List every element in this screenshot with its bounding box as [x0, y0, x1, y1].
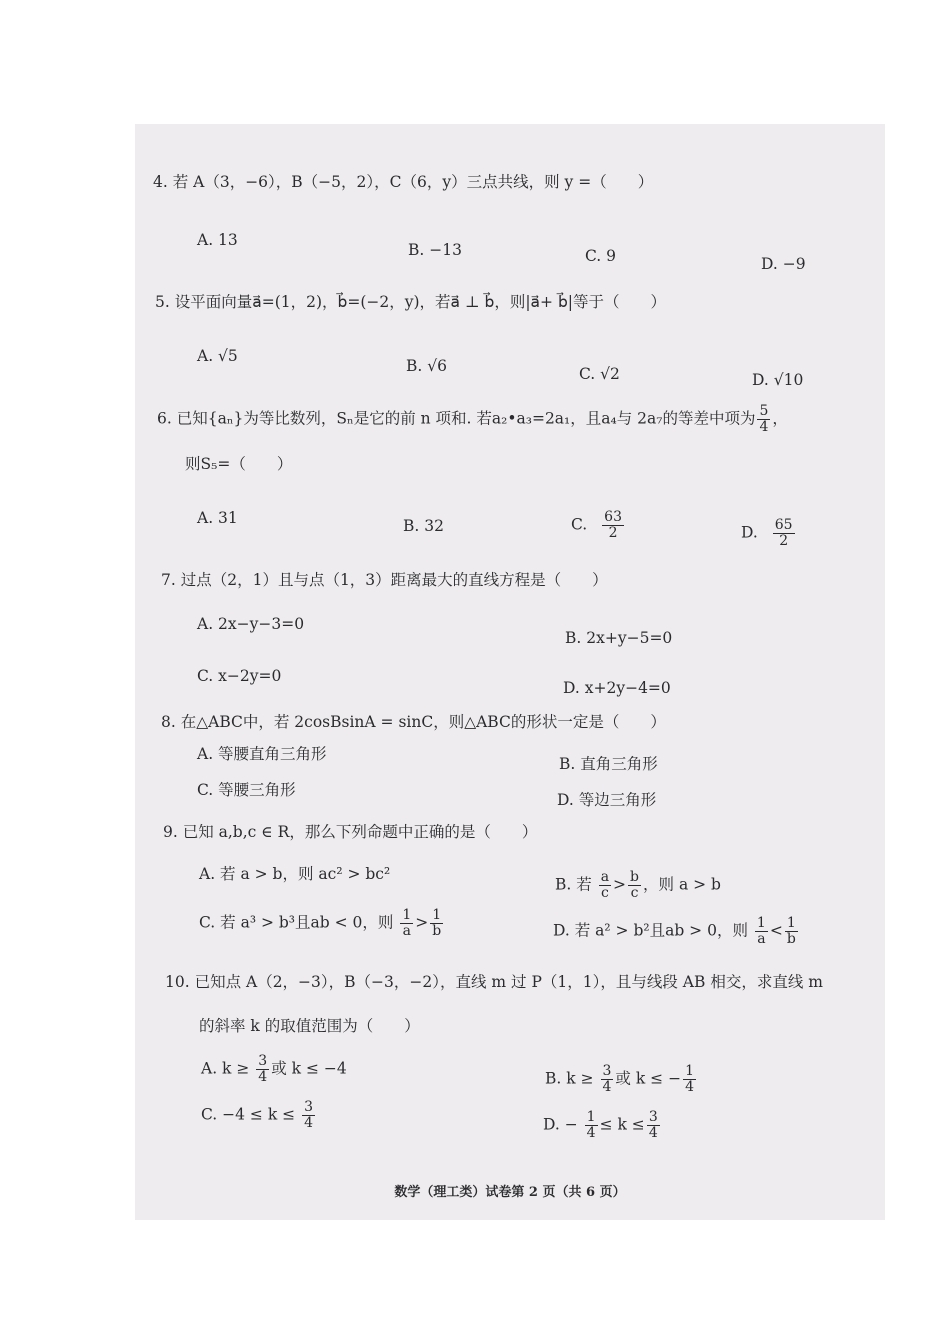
option-label: C. −4 ≤ k ≤ [201, 1105, 296, 1124]
question-6-stem-text: 6. 已知{aₙ}为等比数列，Sₙ是它的前 n 项和. 若a₂•a₃=2a₁，且a₄与 2a₇的等差中项为 [157, 409, 756, 428]
denominator: c [630, 885, 639, 901]
question-7-option-b: B. 2x+y−5=0 [565, 629, 673, 647]
fraction [757, 404, 770, 435]
option-label: D. − [543, 1115, 578, 1134]
option-tail: 或 k ≤ −4 [271, 1059, 347, 1078]
numerator: 1 [402, 907, 412, 923]
question-5-option-b: B. √6 [406, 357, 447, 375]
denominator: 4 [258, 1069, 268, 1085]
question-6-option-b: B. 32 [403, 517, 444, 535]
option-label: A. k ≥ [201, 1059, 250, 1078]
option-label: D. [741, 523, 758, 542]
denominator: 4 [602, 1079, 612, 1095]
question-7-option-c: C. x−2y=0 [197, 667, 282, 685]
question-6-option-d [741, 518, 797, 549]
question-5-option-a: A. √5 [197, 347, 238, 365]
fraction [400, 908, 413, 939]
numerator: 1 [432, 907, 442, 923]
fraction [585, 1110, 598, 1141]
fraction [430, 908, 443, 939]
question-8-option-d: D. 等边三角形 [557, 791, 657, 809]
relation: > [415, 913, 429, 932]
fraction [683, 1064, 696, 1095]
question-10-option-d [543, 1110, 662, 1141]
numerator: 1 [786, 915, 796, 931]
question-4-option-c: C. 9 [585, 247, 617, 265]
numerator: 63 [604, 509, 622, 525]
question-10-option-c [201, 1100, 317, 1131]
option-label: C. [571, 515, 588, 534]
question-6-stem-line2: 则S₅=（ ） [185, 455, 293, 473]
question-10-option-a [201, 1054, 347, 1085]
question-8-option-c: C. 等腰三角形 [197, 781, 296, 799]
numerator: 5 [759, 403, 769, 419]
fraction [602, 510, 624, 541]
denominator: 4 [648, 1125, 658, 1141]
denominator: 4 [586, 1125, 596, 1141]
question-5-stem: 5. 设平面向量a⃗=(1，2)，b⃗=(−2，y)，若a⃗ ⊥ b⃗，则|a⃗+ b⃗|等于（ ） [155, 293, 667, 311]
exam-sheet [135, 124, 885, 1220]
question-8-stem: 8. 在△ABC中，若 2cosBsinA = sinC，则△ABC的形状一定是（ ） [161, 713, 666, 731]
numerator: 3 [258, 1053, 268, 1069]
fraction [773, 518, 795, 549]
question-10-option-b [545, 1064, 698, 1095]
fraction [599, 870, 611, 901]
relation: < [769, 921, 783, 940]
question-7-stem: 7. 过点（2，1）且与点（1，3）距离最大的直线方程是（ ） [161, 571, 608, 589]
fraction [256, 1054, 269, 1085]
numerator: 65 [774, 517, 793, 533]
question-9-stem: 9. 已知 a,b,c ∈ R，那么下列命题中正确的是（ ） [163, 823, 538, 841]
question-4-option-a: A. 13 [197, 231, 238, 249]
option-tail: ，则 a > b [643, 875, 721, 894]
denominator: 4 [304, 1115, 314, 1131]
question-4-stem: 4. 若 A（3，−6），B（−5，2），C（6，y）三点共线，则 y =（ ） [153, 173, 654, 191]
question-9-option-c [199, 908, 445, 939]
option-middle: ≤ k ≤ [599, 1115, 645, 1134]
denominator: 4 [685, 1079, 694, 1095]
option-label: C. 若 a³ > b³且ab < 0，则 [199, 913, 394, 932]
option-label: B. k ≥ [545, 1069, 594, 1088]
question-6-option-c [571, 510, 626, 541]
fraction [628, 870, 641, 901]
numerator: 1 [685, 1063, 694, 1079]
denominator: 2 [608, 525, 618, 541]
numerator: 1 [586, 1109, 596, 1125]
question-6-stem [157, 404, 788, 435]
question-9-option-b [555, 870, 721, 901]
fraction [785, 916, 798, 947]
fraction [302, 1100, 315, 1131]
question-7-option-d: D. x+2y−4=0 [563, 679, 671, 697]
numerator: 3 [648, 1109, 658, 1125]
fraction [601, 1064, 614, 1095]
question-7-option-a: A. 2x−y−3=0 [197, 615, 305, 633]
question-9-option-a: A. 若 a > b，则 ac² > bc² [199, 865, 391, 883]
question-5-option-d: D. √10 [752, 371, 804, 389]
denominator: a [402, 923, 411, 939]
option-label: D. 若 a² > b²且ab > 0，则 [553, 921, 748, 940]
question-5-option-c: C. √2 [579, 365, 620, 383]
option-label: B. 若 [555, 875, 592, 894]
question-6-option-a: A. 31 [197, 509, 238, 527]
question-10-stem-line2: 的斜率 k 的取值范围为（ ） [199, 1017, 420, 1035]
question-8-option-b: B. 直角三角形 [559, 755, 658, 773]
question-9-option-d [553, 916, 800, 947]
relation: > [613, 875, 627, 894]
denominator: c [600, 885, 609, 901]
punctuation: ， [772, 409, 788, 428]
denominator: 2 [779, 533, 789, 549]
fraction [755, 916, 768, 947]
denominator: a [757, 931, 766, 947]
question-10-stem: 10. 已知点 A（2，−3），B（−3，−2），直线 m 过 P（1，1），且与线段 AB 相交，求直线 m [165, 973, 823, 991]
numerator: 3 [602, 1063, 612, 1079]
numerator: b [630, 869, 640, 885]
question-4-option-b: B. −13 [408, 241, 462, 259]
denominator: b [432, 923, 442, 939]
question-8-option-a: A. 等腰直角三角形 [197, 745, 327, 763]
numerator: a [600, 869, 610, 885]
page-footer: 数学（理工类）试卷第 2 页（共 6 页） [394, 1185, 626, 1200]
question-4-option-d: D. −9 [761, 255, 806, 273]
denominator: b [786, 931, 796, 947]
numerator: 1 [756, 915, 766, 931]
fraction [647, 1110, 660, 1141]
denominator: 4 [759, 419, 769, 435]
option-middle: 或 k ≤ − [615, 1069, 682, 1088]
numerator: 3 [304, 1099, 314, 1115]
